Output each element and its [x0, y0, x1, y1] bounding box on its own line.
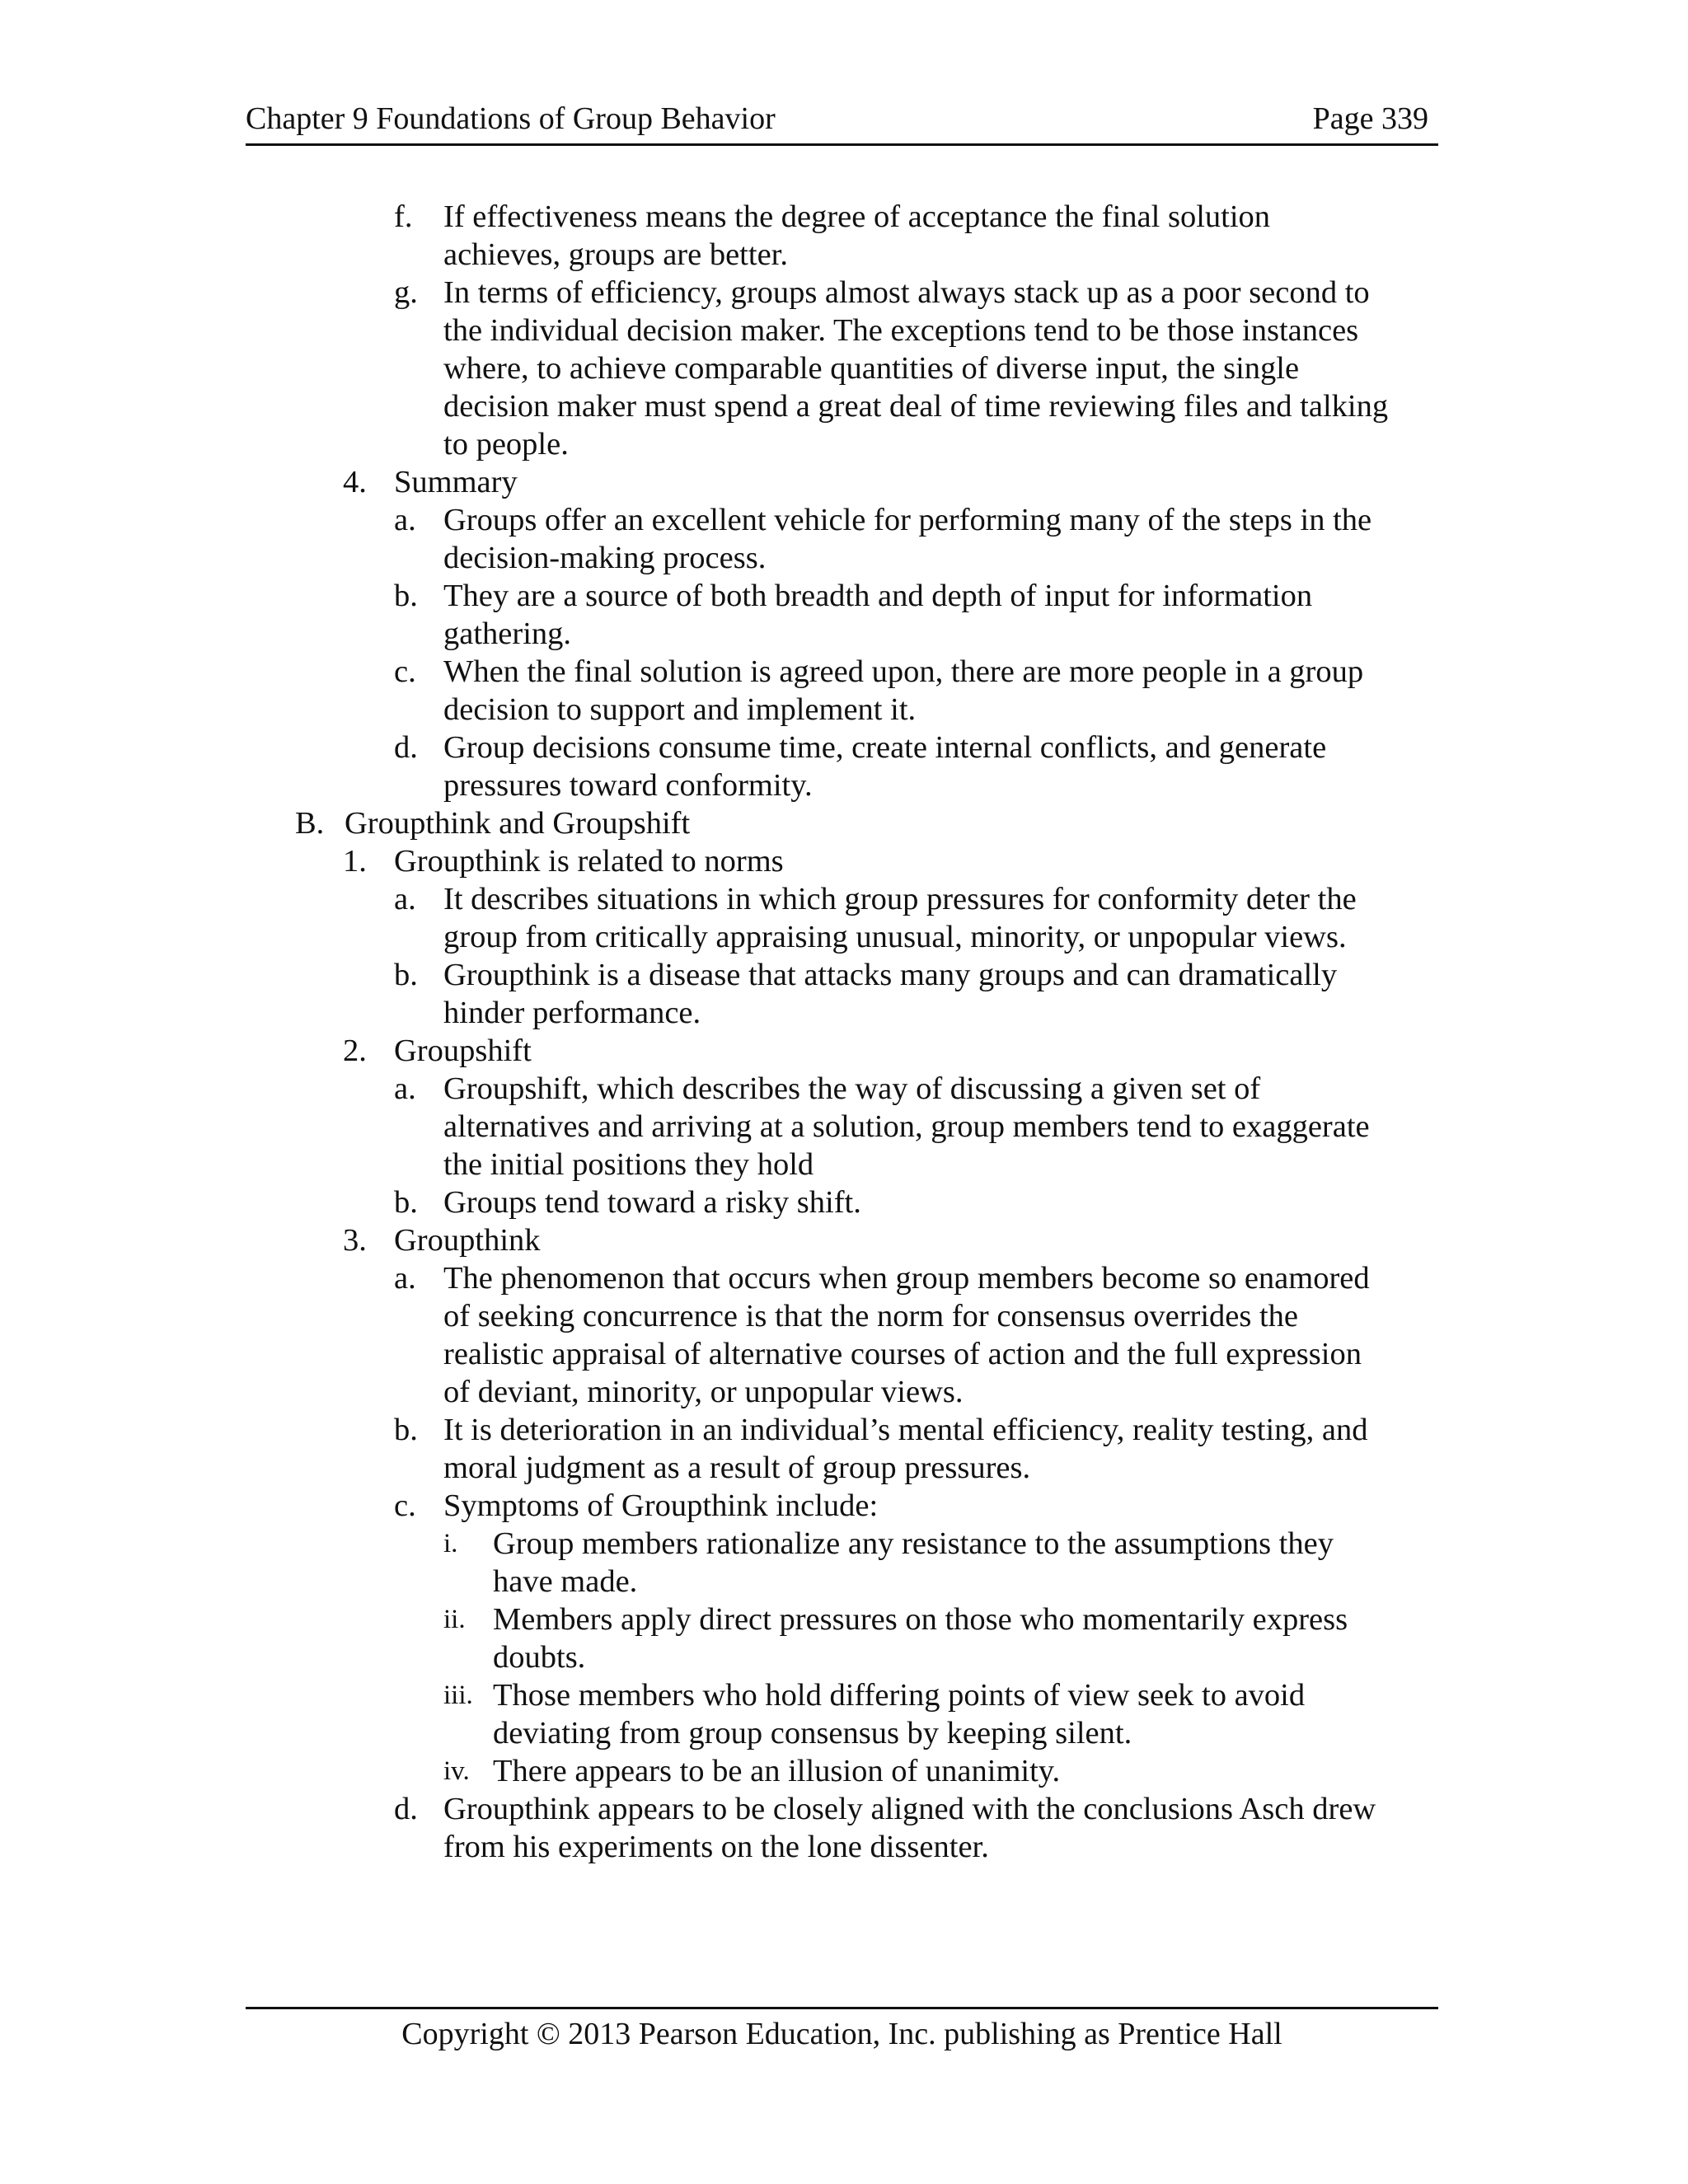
item-label: b.	[394, 958, 418, 992]
item-text: Groups tend toward a risky shift.	[443, 1185, 861, 1220]
page-number: Page 339	[1312, 101, 1428, 136]
item-text: moral judgment as a result of group pressures.	[443, 1451, 1031, 1485]
outline-line	[246, 1108, 1449, 1146]
item-text: Summary	[394, 465, 518, 499]
outline-line	[246, 387, 1449, 425]
item-text: of deviant, minority, or unpopular views.	[443, 1375, 964, 1409]
outline-line	[246, 766, 1449, 804]
item-label: a.	[394, 1071, 416, 1106]
item-text: Groupshift, which describes the way of discussing a given set of	[443, 1071, 1261, 1106]
outline-item	[246, 1676, 1449, 1714]
outline-item	[246, 198, 1449, 236]
item-label: a.	[394, 882, 416, 916]
outline-item	[246, 1259, 1449, 1297]
item-text: group from critically appraising unusual, minority, or unpopular views.	[443, 920, 1347, 954]
item-text: When the final solution is agreed upon, there are more people in a group	[443, 654, 1364, 689]
item-text: gathering.	[443, 616, 572, 651]
outline-item	[246, 463, 1449, 501]
item-text: realistic appraisal of alternative courses of action and the full expression	[443, 1337, 1362, 1371]
item-text: They are a source of both breadth and depth of input for information	[443, 579, 1313, 613]
item-label: b.	[394, 1185, 418, 1220]
item-text: decision maker must spend a great deal of time reviewing files and talking	[443, 389, 1389, 424]
footer-divider	[246, 2007, 1438, 2009]
outline-item	[246, 1487, 1449, 1525]
outline-line	[246, 1563, 1449, 1601]
item-text: achieves, groups are better.	[443, 237, 788, 272]
item-text: hinder performance.	[443, 996, 701, 1030]
item-label: 3.	[343, 1223, 367, 1258]
outline-line	[246, 918, 1449, 956]
item-text: Groupthink is a disease that attacks many groups and can dramatically	[443, 958, 1338, 992]
item-label: c.	[394, 654, 416, 689]
outline-item	[246, 1032, 1449, 1070]
outline-item	[246, 880, 1449, 918]
item-text: the individual decision maker. The exceptions tend to be those instances	[443, 313, 1359, 348]
item-label: iv.	[443, 1756, 470, 1786]
outline-item	[246, 1525, 1449, 1563]
item-text: Groupthink and Groupshift	[345, 806, 691, 841]
page-header	[246, 92, 1438, 146]
outline-item	[246, 577, 1449, 615]
item-text: doubts.	[493, 1640, 586, 1675]
outline-line	[246, 1714, 1449, 1752]
item-text: pressures toward conformity.	[443, 768, 813, 803]
item-label: a.	[394, 503, 416, 537]
chapter-title: Chapter 9 Foundations of Group Behavior	[246, 101, 776, 136]
outline-line	[246, 236, 1449, 274]
item-text: Groupshift	[394, 1033, 532, 1068]
item-text: Group members rationalize any resistance to the assumptions they	[493, 1526, 1334, 1561]
outline-line	[246, 1638, 1449, 1676]
item-label: 1.	[343, 844, 367, 879]
outline-line	[246, 312, 1449, 349]
item-text: If effectiveness means the degree of acceptance the final solution	[443, 199, 1271, 234]
outline-line	[246, 1449, 1449, 1487]
item-label: c.	[394, 1488, 416, 1523]
item-text: from his experiments on the lone dissenter.	[443, 1830, 989, 1864]
item-text: deviating from group consensus by keeping silent.	[493, 1716, 1132, 1750]
outline-item	[246, 1183, 1449, 1221]
item-text: Group decisions consume time, create internal conflicts, and generate	[443, 730, 1327, 765]
item-text: where, to achieve comparable quantities of diverse input, the single	[443, 351, 1300, 386]
item-text: It is deterioration in an individual’s mental efficiency, reality testing, and	[443, 1413, 1368, 1447]
item-text: In terms of efficiency, groups almost always stack up as a poor second to	[443, 275, 1370, 310]
outline-line	[246, 539, 1449, 577]
outline-line	[246, 425, 1449, 463]
outline-line	[246, 994, 1449, 1032]
outline-item	[246, 274, 1449, 312]
copyright-footer: Copyright © 2013 Pearson Education, Inc. publishing as Prentice Hall	[401, 2017, 1282, 2051]
item-text: of seeking concurrence is that the norm for consensus overrides the	[443, 1299, 1299, 1333]
item-label: 4.	[343, 465, 367, 499]
outline-line	[246, 615, 1449, 653]
outline-item	[246, 1601, 1449, 1638]
item-text: the initial positions they hold	[443, 1147, 814, 1182]
outline-line	[246, 1146, 1449, 1183]
outline-item	[246, 804, 1449, 842]
item-text: to people.	[443, 427, 569, 462]
item-label: g.	[394, 275, 418, 310]
outline-item	[246, 1790, 1449, 1828]
outline-item	[246, 842, 1449, 880]
outline-line	[246, 691, 1449, 729]
outline-item	[246, 1411, 1449, 1449]
item-text: The phenomenon that occurs when group members become so enamored	[443, 1261, 1370, 1296]
item-text: alternatives and arriving at a solution, group members tend to exaggerate	[443, 1109, 1370, 1144]
outline-item	[246, 729, 1449, 766]
item-label: d.	[394, 1792, 418, 1826]
outline-line	[246, 1335, 1449, 1373]
item-label: 2.	[343, 1033, 367, 1068]
item-text: decision-making process.	[443, 541, 767, 575]
item-text: Groups offer an excellent vehicle for performing many of the steps in the	[443, 503, 1372, 537]
item-label: b.	[394, 1413, 418, 1447]
item-text: It describes situations in which group pressures for conformity deter the	[443, 882, 1357, 916]
outline-line	[246, 1828, 1449, 1866]
item-text: have made.	[493, 1564, 638, 1599]
item-label: b.	[394, 579, 418, 613]
outline-item	[246, 1221, 1449, 1259]
item-label: ii.	[443, 1605, 466, 1634]
outline-item	[246, 1752, 1449, 1790]
item-label: a.	[394, 1261, 416, 1296]
outline-body	[246, 198, 1449, 1866]
outline-item	[246, 501, 1449, 539]
item-label: d.	[394, 730, 418, 765]
outline-item	[246, 653, 1449, 691]
item-text: Members apply direct pressures on those who momentarily express	[493, 1602, 1348, 1637]
outline-item	[246, 1070, 1449, 1108]
outline-line	[246, 1373, 1449, 1411]
item-text: Groupthink is related to norms	[394, 844, 784, 879]
item-text: There appears to be an illusion of unanimity.	[493, 1754, 1061, 1788]
outline-line	[246, 349, 1449, 387]
item-text: Groupthink appears to be closely aligned with the conclusions Asch drew	[443, 1792, 1376, 1826]
outline-item	[246, 956, 1449, 994]
item-text: Those members who hold differing points of view seek to avoid	[493, 1678, 1306, 1713]
item-label: i.	[443, 1529, 458, 1558]
item-label: f.	[394, 199, 413, 234]
item-text: decision to support and implement it.	[443, 692, 917, 727]
item-label: B.	[295, 806, 325, 841]
item-label: iii.	[443, 1680, 473, 1710]
item-text: Groupthink	[394, 1223, 541, 1258]
item-text: Symptoms of Groupthink include:	[443, 1488, 879, 1523]
outline-line	[246, 1297, 1449, 1335]
